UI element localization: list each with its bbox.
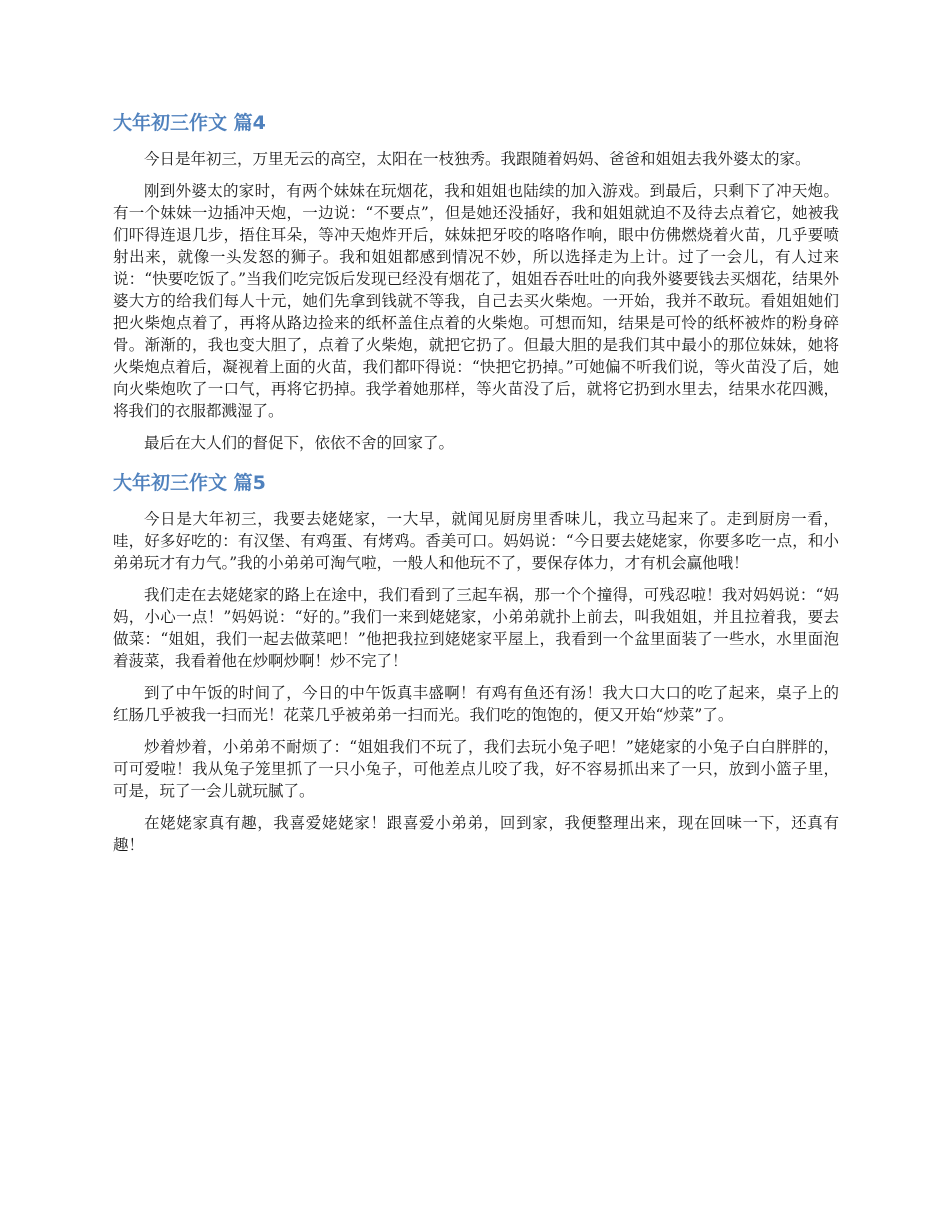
paragraph: 我们走在去姥姥家的路上在途中，我们看到了三起车祸，那一个个撞得，可残忍啦！我对妈妈说：“妈妈，小心一点！”妈妈说：“好的。”我们一来到姥姥家，小弟弟就扑上前去，叫我姐姐，并且拉着我，要去做菜：“姐姐，我们一起去做菜吧！”他把我拉到姥姥家平屋上，我看到一个盆里面装了一些水，水里面泡着菠菜，我看着他在炒啊炒啊！炒不完了！	[113, 586, 839, 670]
section-title: 大年初三作文 篇5	[113, 472, 266, 494]
paragraph: 刚到外婆太的家时，有两个妹妹在玩烟花，我和姐姐也陆续的加入游戏。到最后，只剩下了冲天炮。有一个妹妹一边插冲天炮，一边说：“不要点”，但是她还没插好，我和姐姐就迫不及待去点着它，她被我们吓得连退几步，捂住耳朵，等冲天炮炸开后，妹妹把牙咬的咯咯作响，眼中仿佛燃烧着火苗，几乎要喷射出来，就像一头发怒的狮子。我和姐姐都感到情况不妙，所以选择走为上计。过了一会儿，有人过来说：“快要吃饭了。”当我们吃完饭后发现已经没有烟花了，姐姐吞吞吐吐的向我外婆要钱去买烟花，结果外婆大方的给我们每人十元，她们先拿到钱就不等我，自己去买火柴炮。一开始，我并不敢玩。看姐姐她们把火柴炮点着了，再将从路边捡来的纸杯盖住点着的火柴炮。可想而知，结果是可怜的纸杯被炸的粉身碎骨。渐渐的，我也变大胆了，点着了火柴炮，就把它扔了。但最大胆的是我们其中最小的那位妹妹，她将火柴炮点着后，凝视着上面的火苗，我们都吓得说：“快把它扔掉。”可她偏不听我们说，等火苗没了后，她向火柴炮吹了一口气，再将它扔掉。我学着她那样，等火苗没了后，就将它扔到水里去，结果水花四溅，将我们的衣服都溅湿了。	[113, 182, 839, 420]
section-title: 大年初三作文 篇4	[113, 112, 266, 134]
paragraph: 在姥姥家真有趣，我喜爱姥姥家！跟喜爱小弟弟，回到家，我便整理出来，现在回味一下，还真有趣！	[113, 814, 839, 854]
paragraph: 最后在大人们的督促下，依依不舍的回家了。	[144, 434, 455, 452]
section-5	[113, 468, 839, 856]
paragraph: 到了中午饭的时间了，今日的中午饭真丰盛啊！有鸡有鱼还有汤！我大口大口的吃了起来，桌子上的红肠几乎被我一扫而光！花菜几乎被弟弟一扫而光。我们吃的饱饱的，便又开始“炒菜”了。	[113, 684, 839, 724]
paragraph: 今日是年初三，万里无云的高空，太阳在一枝独秀。我跟随着妈妈、爸爸和姐姐去我外婆太的家。	[144, 150, 811, 168]
section-4	[113, 108, 839, 454]
document-page	[113, 108, 839, 866]
paragraph: 今日是大年初三，我要去姥姥家，一大早，就闻见厨房里香味儿，我立马起来了。走到厨房一看，哇，好多好吃的：有汉堡、有鸡蛋、有烤鸡。香美可口。妈妈说：“今日要去姥姥家，你要多吃一点，和小弟弟玩才有力气。”我的小弟弟可淘气啦，一般人和他玩不了，要保存体力，才有机会赢他哦！	[113, 510, 839, 572]
paragraph: 炒着炒着，小弟弟不耐烦了：“姐姐我们不玩了，我们去玩小兔子吧！”姥姥家的小兔子白白胖胖的，可可爱啦！我从兔子笼里抓了一只小兔子，可他差点儿咬了我，好不容易抓出来了一只，放到小篮子里，可是，玩了一会儿就玩腻了。	[113, 738, 839, 800]
